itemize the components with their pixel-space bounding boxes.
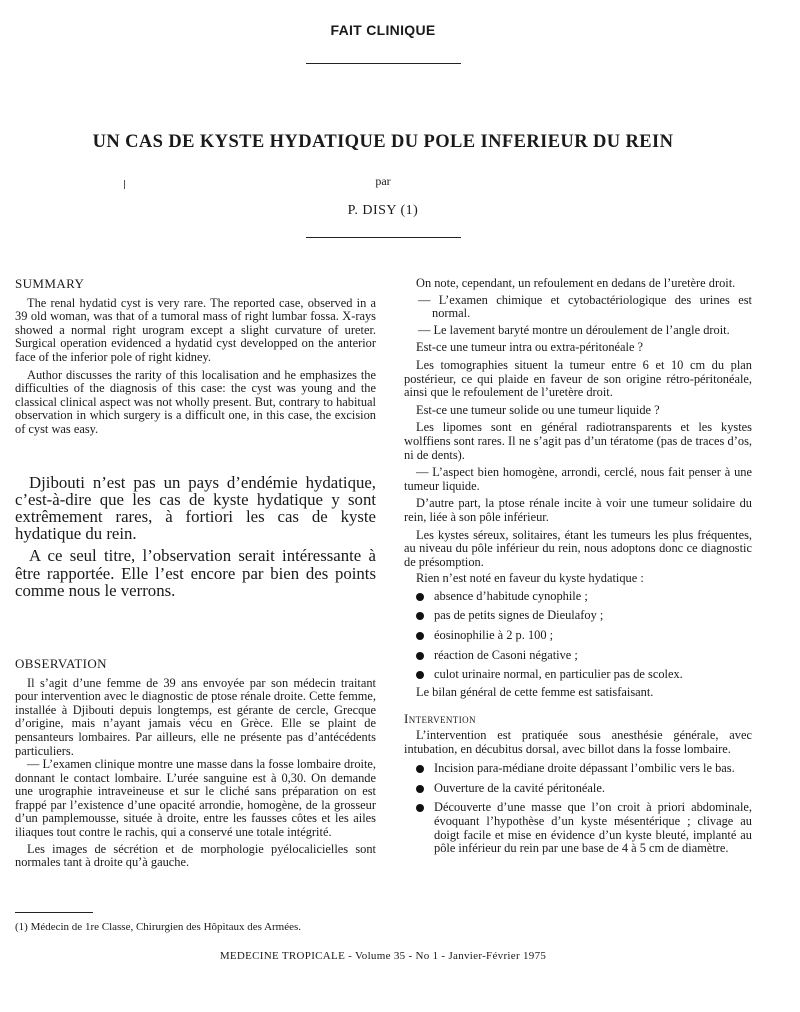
body-paragraph: Rien n’est noté en faveur du kyste hydatique :: [416, 571, 644, 586]
list-item: culot urinaire normal, en particulier pas de scolex.: [416, 668, 752, 682]
section-label: FAIT CLINIQUE: [330, 22, 436, 38]
author-rule: [306, 237, 461, 238]
byline-par: par: [375, 174, 391, 188]
criteria-list: [404, 590, 752, 682]
list-item: réaction de Casoni négative ;: [416, 649, 752, 663]
summary-paragraph: Author discusses the rarity of this localisation and he emphasizes the difficulties of the diagnosis of this case: the cyst was young and the classical clinical aspect was not wholly present. But, contrary to habitual observation in which surgery is a difficult one, in this case, the excision of cyst was easy.: [15, 367, 376, 436]
observation-heading: OBSERVATION: [15, 655, 107, 671]
body-paragraph: D’autre part, la ptose rénale incite à voir une tumeur solidaire du rein, liée à son pôle inférieur.: [404, 496, 752, 524]
left-column: [15, 277, 376, 870]
dash-line: — L’aspect bien homogène, arrondi, cerclé, nous fait penser à une tumeur liquide.: [404, 465, 752, 493]
intro-paragraph: A ce seul titre, l’observation serait intéressante à être rapportée. Elle l’est encore par bien des points comme nous le verrons.: [15, 546, 376, 600]
right-column: [404, 277, 752, 856]
body-paragraph: Le bilan général de cette femme est satisfaisant.: [416, 684, 654, 699]
intervention-heading: Intervention: [404, 711, 476, 727]
header-rule: [306, 63, 461, 64]
footnote: (1) Médecin de 1re Classe, Chirurgien des Hôpitaux des Armées.: [15, 921, 302, 933]
list-item: absence d’habitude cynophile ;: [416, 590, 752, 604]
question: Est-ce une tumeur solide ou une tumeur liquide ?: [416, 402, 660, 417]
article-title: UN CAS DE KYSTE HYDATIQUE DU POLE INFERIEUR DU REIN: [92, 132, 674, 152]
body-paragraph: L’intervention est pratiquée sous anesthésie générale, avec intubation, en décubitus dorsal, avec billot dans la fosse lombaire.: [404, 728, 752, 756]
author-name: P. DISY (1): [347, 203, 419, 218]
observation-paragraph: — L’examen clinique montre une masse dans la fosse lombaire droite, donnant le contact lombaire. L’urée sanguine est à 0,30. On demande une urographie intraveineuse et sur le cliché sans préparation on est frappé par l’existence d’une opacité arrondie, homogène, de la grosseur d’un pamplemousse, située à droite, entre les fausses côtes et les ailes iliaques tout contre le rachis, qui a conservé une totale intégrité.: [15, 757, 376, 840]
observation-paragraph: Il s’agit d’une femme de 39 ans envoyée par son médecin traitant pour intervention avec le diagnostic de ptose rénale droite. Cette femme, installée à Djibouti depuis longtemps, est gérante de cercle, Grecque d’origine, mais n’ayant jamais vécu en Grèce. Elle se plaint de pensanteurs lombaires. Par ailleurs, elle ne présente pas d’antécédents particuliers.: [15, 675, 376, 758]
summary-heading: SUMMARY: [15, 276, 85, 291]
footnote-rule: [15, 912, 93, 913]
bullet-icon: [416, 612, 424, 620]
intro: [15, 474, 376, 599]
bullet-icon: [416, 671, 424, 679]
bullet-icon: [416, 632, 424, 640]
bullet-icon: [416, 593, 424, 601]
body-paragraph: On note, cependant, un refoulement en dedans de l’uretère droit.: [416, 276, 736, 290]
bullet-icon: [416, 804, 424, 812]
list-item: Incision para-médiane droite dépassant l’ombilic vers le bas.: [416, 762, 752, 776]
question: Est-ce une tumeur intra ou extra-péritonéale ?: [416, 340, 644, 355]
observation-paragraph: Les images de sécrétion et de morphologie pyélocalicielles sont normales tant à droite qu’à gauche.: [15, 841, 376, 870]
dash-paragraph: — Le lavement baryté montre un déroulement de l’angle droit.: [418, 322, 730, 337]
list-item: éosinophilie à 2 p. 100 ;: [416, 629, 752, 643]
list-item: Ouverture de la cavité péritonéale.: [416, 782, 752, 796]
bullet-icon: [416, 765, 424, 773]
procedure-list: [404, 762, 752, 856]
list-item: pas de petits signes de Dieulafoy ;: [416, 609, 752, 623]
journal-footer: MEDECINE TROPICALE - Volume 35 - No 1 - Janvier-Février 1975: [219, 950, 547, 962]
list-item: Découverte d’une masse que l’on croit à priori abdominale, évoquant l’hypothèse d’un kyste mésentérique ; clivage au doigt facile et mise en évidence d’un kyste bleuté, implanté au pôle inférieur du rein par une base de 4 à 5 cm de diamètre.: [416, 801, 752, 855]
intro-paragraph: Djibouti n’est pas un pays d’endémie hydatique, c’est-à-dire que les cas de kyste hydatique y sont extrêmement rares, à fortiori les cas de kyste hydatique du rein.: [15, 472, 376, 544]
summary-paragraph: The renal hydatid cyst is very rare. The reported case, observed in a 39 old woman, was that of a tumoral mass of right lumbar fossa. X-rays showed a normal right urogram except a slight curvature of ureter. Surgical operation evidenced a hydatid cyst developped on the anterior face of the inferior pole of right kidney.: [15, 295, 376, 364]
body-paragraph: Les kystes séreux, solitaires, étant les tumeurs les plus fréquentes, au niveau du pôle inférieur du rein, nous adoptons donc ce diagnostic de présomption.: [404, 527, 752, 569]
bullet-icon: [416, 785, 424, 793]
body-paragraph: Les lipomes sont en général radiotransparents et les kystes wolffiens sont rares. Il ne s’agit pas d’un tératome (pas de traces d’os, ni de dents).: [404, 420, 752, 462]
dash-paragraph: — L’examen chimique et cytobactériologique des urines est normal.: [418, 292, 752, 321]
body-paragraph: Les tomographies situent la tumeur entre 6 et 10 cm du plan postérieur, ce qui plaide en faveur de son origine rétro-péritonéale, ainsi que le refoulement de l’uretère droit.: [404, 357, 752, 400]
bullet-icon: [416, 652, 424, 660]
